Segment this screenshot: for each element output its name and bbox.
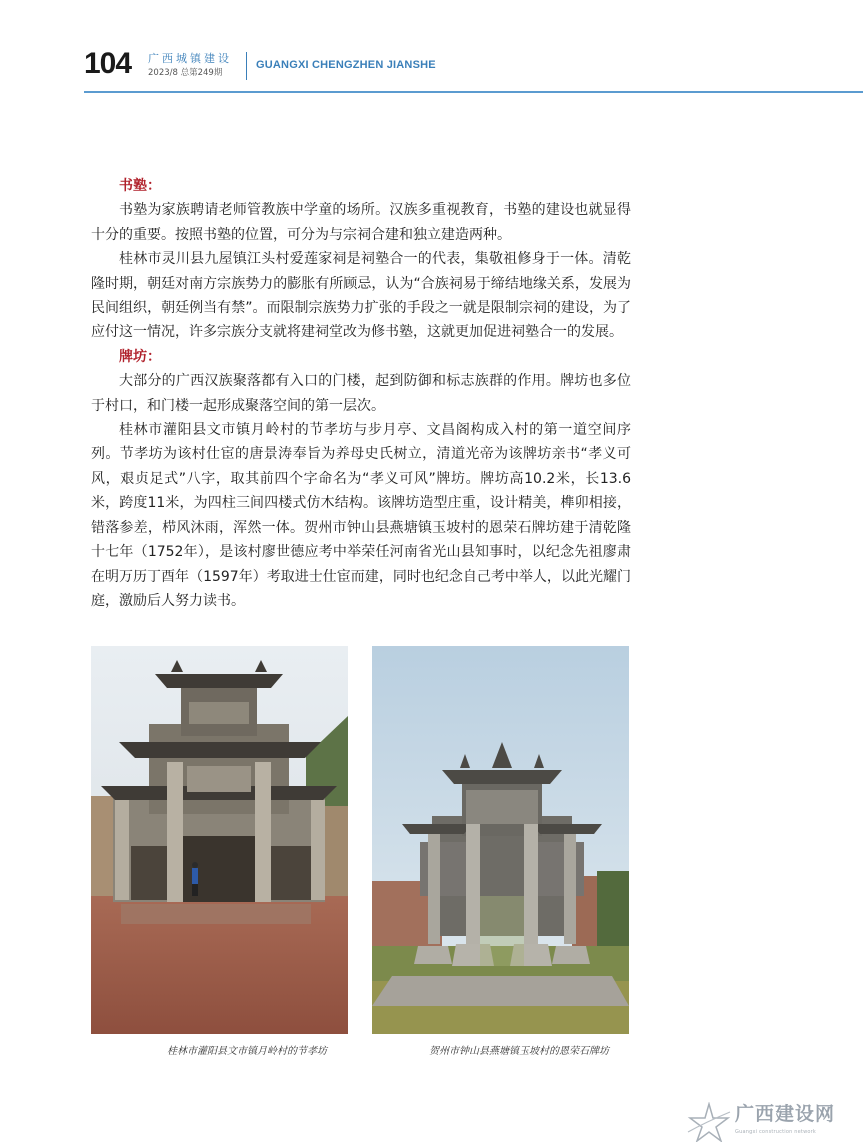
header-rule [84,91,863,93]
paragraph: 桂林市灌阳县文市镇月岭村的节孝坊与步月亭、文昌阁构成入村的第一道空间序列。节孝坊为该村仕宦的唐景涛奉旨为养母史氏树立，清道光帝为该牌坊亲书“孝义可风，艰贞足式”八字，取其前四个字命名为“孝义可风”牌坊。牌坊高10.2米，长13.6米，跨度11米，为四柱三间四楼式仿木结构。该牌坊造型庄重，设计精美，榫卯相接，错落参差，栉风沐雨，浑然一体。贺州市钟山县燕塘镇玉坡村的恩荣石牌坊建于清乾隆十七年（1752年），是该村廖世德应考中举荣任河南省光山县知事时，以纪念先祖廖肃在明万历丁酉年（1597年）考取进士仕宦而建，同时也纪念自己考中举人，以此光耀门庭，激励后人努力读书。 [91,422,631,609]
photo-jiexiao-archway [91,646,348,1034]
star-logo-icon [686,1102,732,1142]
section-heading-shushu: 书塾： [119,178,161,194]
paragraph: 书塾为家族聘请老师管教族中学童的场所。汉族多重视教育，书塾的建设也就显得十分的重要。按照书塾的位置，可分为与宗祠合建和独立建造两种。 [91,202,631,243]
photo-enrong-archway [372,646,629,1034]
page-number: 104 [84,47,132,80]
article-body [91,174,631,613]
paragraph: 大部分的广西汉族聚落都有入口的门楼，起到防御和标志族群的作用。牌坊也多位于村口，和门楼一起形成聚落空间的第一层次。 [91,373,631,414]
figure-caption: 贺州市钟山县燕塘镇玉坡村的恩荣石牌坊 [429,1046,609,1057]
watermark-brand: 广西建设网 [735,1103,836,1125]
header-divider [246,52,247,80]
issue-info: 2023/8 总第249期 [148,68,223,78]
magazine-name: 广西城镇建设 [148,52,232,65]
magazine-pinyin: GUANGXI CHENGZHEN JIANSHE [256,59,436,71]
watermark-sub: Guangxi construction network [735,1129,816,1135]
figure-caption: 桂林市灌阳县文市镇月岭村的节孝坊 [167,1046,327,1057]
watermark-logo [686,1098,861,1146]
section-heading-paifang: 牌坊： [119,348,161,365]
paragraph: 桂林市灵川县九屋镇江头村爱莲家祠是祠塾合一的代表，集敬祖修身于一体。清乾隆时期，朝廷对南方宗族势力的膨胀有所顾忌，认为“合族祠易于缔结地缘关系，发展为民间组织，朝廷例当有禁”。而限制宗族势力扩张的手段之一就是限制宗祠的建设，为了应付这一情况，许多宗族分支就将建祠堂改为修书塾，这就更加促进祠塾合一的发展。 [91,251,631,341]
page-header [0,0,863,96]
